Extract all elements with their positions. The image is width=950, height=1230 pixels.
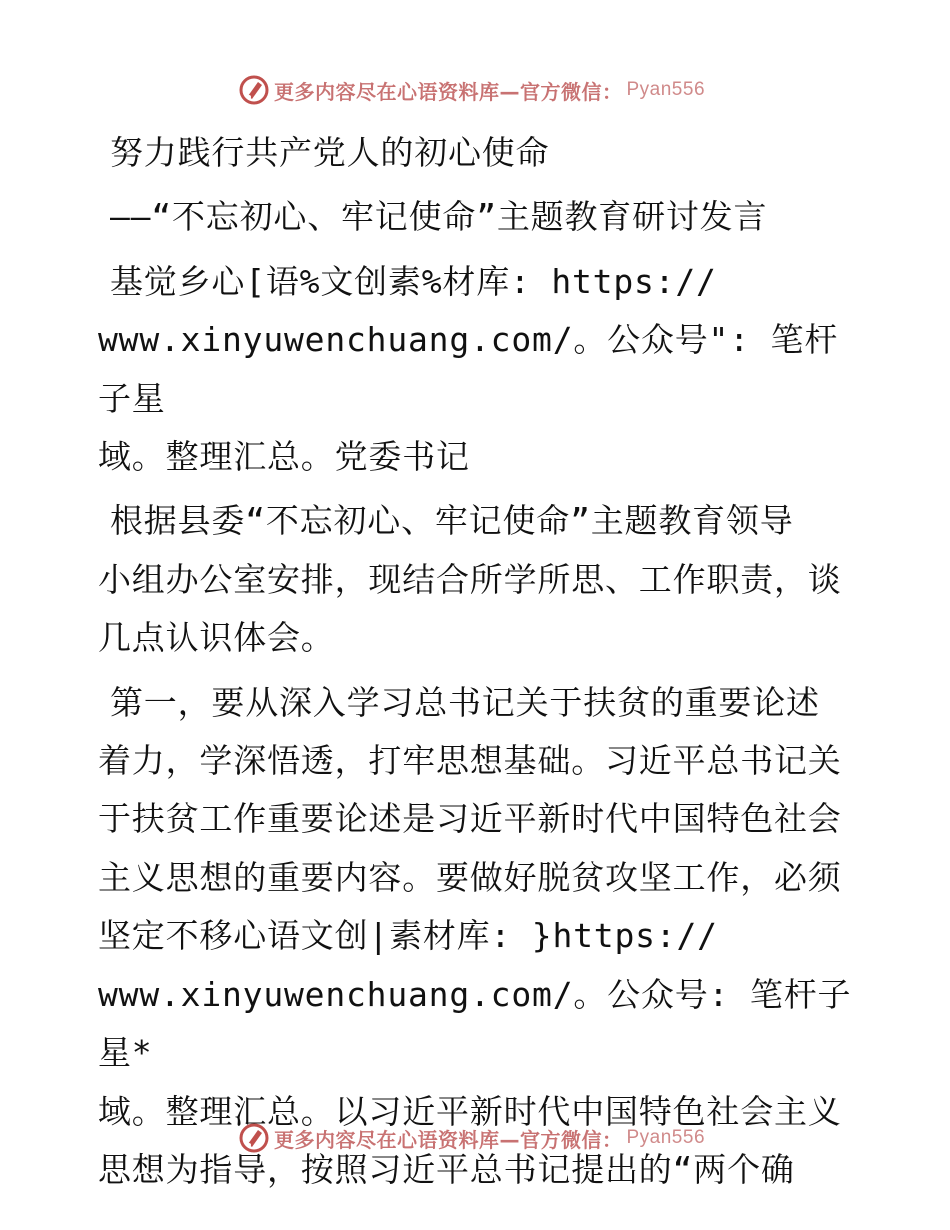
paragraph-line: 于扶贫工作重要论述是习近平新时代中国特色社会 bbox=[98, 799, 842, 839]
paragraph-line: 坚定不移心语文创|素材库: }https:// bbox=[98, 916, 718, 956]
header-banner bbox=[238, 72, 705, 108]
paragraph-line: 第一，要从深入学习总书记关于扶贫的重要论述 bbox=[110, 682, 820, 722]
document-subtitle: ——“不忘初心、牢记使命”主题教育研讨发言 bbox=[110, 197, 768, 237]
paragraph-line: 思想为指导，按照习近平总书记提出的“两个确 bbox=[98, 1149, 795, 1189]
banner-text: 更多内容尽在心语资料库—官方微信： bbox=[274, 1127, 623, 1152]
seal-logo-icon bbox=[238, 74, 270, 106]
paragraph-line: 着力，学深悟透，打牢思想基础。习近平总书记关 bbox=[98, 741, 842, 781]
document-title: 努力践行共产党人的初心使命 bbox=[110, 133, 550, 172]
author-line: 基觉乡心[语%文创素%材库: https:// bbox=[110, 261, 717, 301]
paragraph-line: 几点认识体会。 bbox=[98, 618, 335, 658]
paragraph-line: 域。整理汇总。以习近平新时代中国特色社会主义 bbox=[98, 1091, 842, 1131]
banner-wechat-id: Pyan556 bbox=[626, 79, 706, 100]
author-line: www.xinyuwenchuang.com/。公众号": 笔杆子星 bbox=[98, 320, 839, 418]
seal-logo-icon bbox=[238, 1122, 270, 1154]
paragraph-line: 小组办公室安排，现结合所学所思、工作职责，谈 bbox=[98, 559, 842, 599]
banner-text: 更多内容尽在心语资料库—官方微信： bbox=[274, 79, 623, 104]
paragraph-line: 根据县委“不忘初心、牢记使命”主题教育领导 bbox=[110, 501, 794, 541]
paragraph-line: www.xinyuwenchuang.com/。公众号: 笔杆子星* bbox=[98, 974, 852, 1073]
paragraph-line: 主义思想的重要内容。要做好脱贫攻坚工作，必须 bbox=[98, 857, 842, 897]
author-line: 域。整理汇总。党委书记 bbox=[98, 437, 470, 477]
footer-banner bbox=[238, 1120, 705, 1156]
document-body bbox=[98, 124, 858, 1199]
banner-wechat-id: Pyan556 bbox=[626, 1127, 706, 1148]
